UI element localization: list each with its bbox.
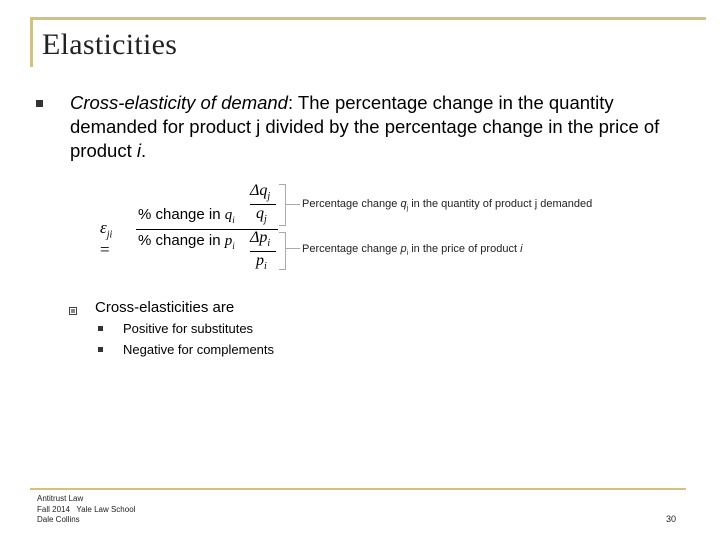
checkbox-bullet-icon: [69, 307, 77, 315]
subpoint-label: Cross-elasticities are: [95, 299, 235, 316]
definition-end-var: i: [136, 140, 141, 161]
formula-denominator: % change in $p_i$: [138, 232, 235, 251]
formula-delta-q: $\Delta q_j$: [250, 182, 271, 203]
top-annotation: Percentage change $q_j$ in the quantity of product j demanded: [302, 198, 593, 213]
page-number: 30: [666, 514, 677, 524]
list-item: Positive for substitutes: [123, 321, 254, 336]
formula-delta-p: $\Delta p_i$: [250, 229, 271, 250]
footer-line: Dale Collins: [37, 515, 80, 524]
formula-lhs: $\varepsilon_{ji}$ =: [100, 218, 113, 260]
formula-numerator: % change in $q_i$: [138, 206, 235, 225]
footer-text: [37, 494, 135, 526]
top-frame-line: [30, 17, 706, 20]
bullet-square-icon: [36, 100, 43, 107]
top-connector: [286, 204, 300, 205]
top-brace: [279, 184, 286, 226]
bottom-connector: [286, 248, 300, 249]
list-item: Negative for complements: [123, 342, 275, 357]
definition-end-punct: .: [140, 140, 147, 161]
footer-line: Antitrust Law: [37, 494, 84, 503]
formula-q: $q_j$: [256, 205, 267, 226]
bottom-brace: [279, 232, 286, 270]
formula-p: $p_i$: [256, 252, 267, 273]
formula-equals: =: [100, 240, 110, 260]
definition-body: : The percentage change in the quantity demanded for product j divided by the percentage change in the price of product: [70, 92, 660, 161]
bottom-annotation: Percentage change $p_i$ in the price of product i: [302, 243, 523, 258]
definition-text: [70, 91, 680, 163]
formula-fraction-bar: [136, 229, 248, 230]
bullet-square-icon: [98, 326, 103, 331]
footer-divider: [30, 488, 686, 490]
definition-term: Cross-elasticity of demand: [70, 92, 288, 113]
bullet-square-icon: [98, 347, 103, 352]
left-frame-line: [30, 17, 33, 67]
slide-title: Elasticities: [42, 28, 178, 61]
footer-line: Fall 2014 Yale Law School: [37, 504, 136, 514]
